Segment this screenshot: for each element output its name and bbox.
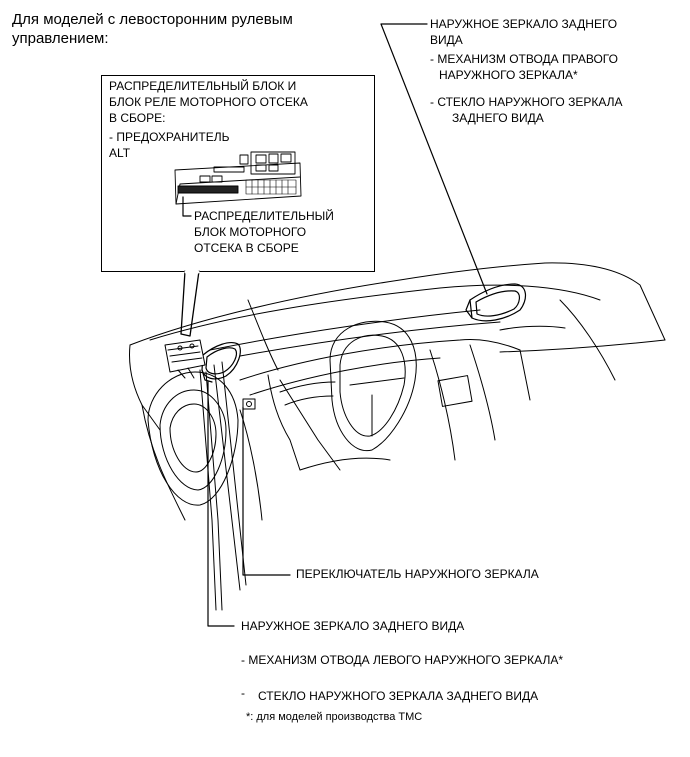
callout-line-1: РАСПРЕДЕЛИТЕЛЬНЫЙ БЛОК И	[109, 79, 297, 93]
callout-line-3: В СБОРЕ:	[109, 111, 166, 125]
callout-line-2: БЛОК РЕЛЕ МОТОРНОГО ОТСЕКА	[109, 95, 308, 109]
callout-sub-2: БЛОК МОТОРНОГО	[194, 225, 307, 239]
callout-line-4: - ПРЕДОХРАНИТЕЛЬ	[109, 130, 230, 144]
left-mirror-line-1: НАРУЖНОЕ ЗЕРКАЛО ЗАДНЕГО ВИДА	[241, 619, 465, 633]
right-mirror-line-3: - МЕХАНИЗМ ОТВОДА ПРАВОГО	[430, 52, 618, 66]
switch-leader	[243, 407, 290, 575]
callout-sub-1: РАСПРЕДЕЛИТЕЛЬНЫЙ	[194, 209, 334, 223]
callout-line-5: ALT	[109, 146, 131, 160]
right-mirror-line-2: ВИДА	[430, 33, 463, 47]
relay-block-leader	[183, 197, 191, 216]
right-mirror-line-6: ЗАДНЕГО ВИДА	[452, 111, 544, 125]
left-mirror-dash: -	[241, 686, 245, 700]
left-mirror-line-3: СТЕКЛО НАРУЖНОГО ЗЕРКАЛА ЗАДНЕГО ВИДА	[258, 689, 539, 703]
callout-sub-3: ОТСЕКА В СБОРЕ	[194, 241, 299, 255]
mirror-switch-illustration	[243, 399, 255, 409]
right-mirror-line-1: НАРУЖНОЕ ЗЕРКАЛО ЗАДНЕГО	[430, 17, 618, 31]
left-mirror-illustration	[202, 343, 240, 382]
mirror-switch-label: ПЕРЕКЛЮЧАТЕЛЬ НАРУЖНОГО ЗЕРКАЛА	[296, 567, 539, 581]
relay-block-illustration	[175, 152, 301, 204]
left-mirror-line-2: - МЕХАНИЗМ ОТВОДА ЛЕВОГО НАРУЖНОГО ЗЕРКАЛА*	[241, 653, 563, 667]
car-body-outline	[130, 263, 666, 610]
right-mirror-line-4: НАРУЖНОГО ЗЕРКАЛА*	[439, 68, 578, 82]
right-mirror-illustration	[466, 284, 525, 321]
right-mirror-line-5: - СТЕКЛО НАРУЖНОГО ЗЕРКАЛА	[430, 95, 623, 109]
title-line-1: Для моделей с левосторонним рулевым	[12, 11, 293, 28]
title-line-2: управлением:	[12, 30, 109, 47]
footnote: *: для моделей производства TMC	[246, 711, 423, 723]
